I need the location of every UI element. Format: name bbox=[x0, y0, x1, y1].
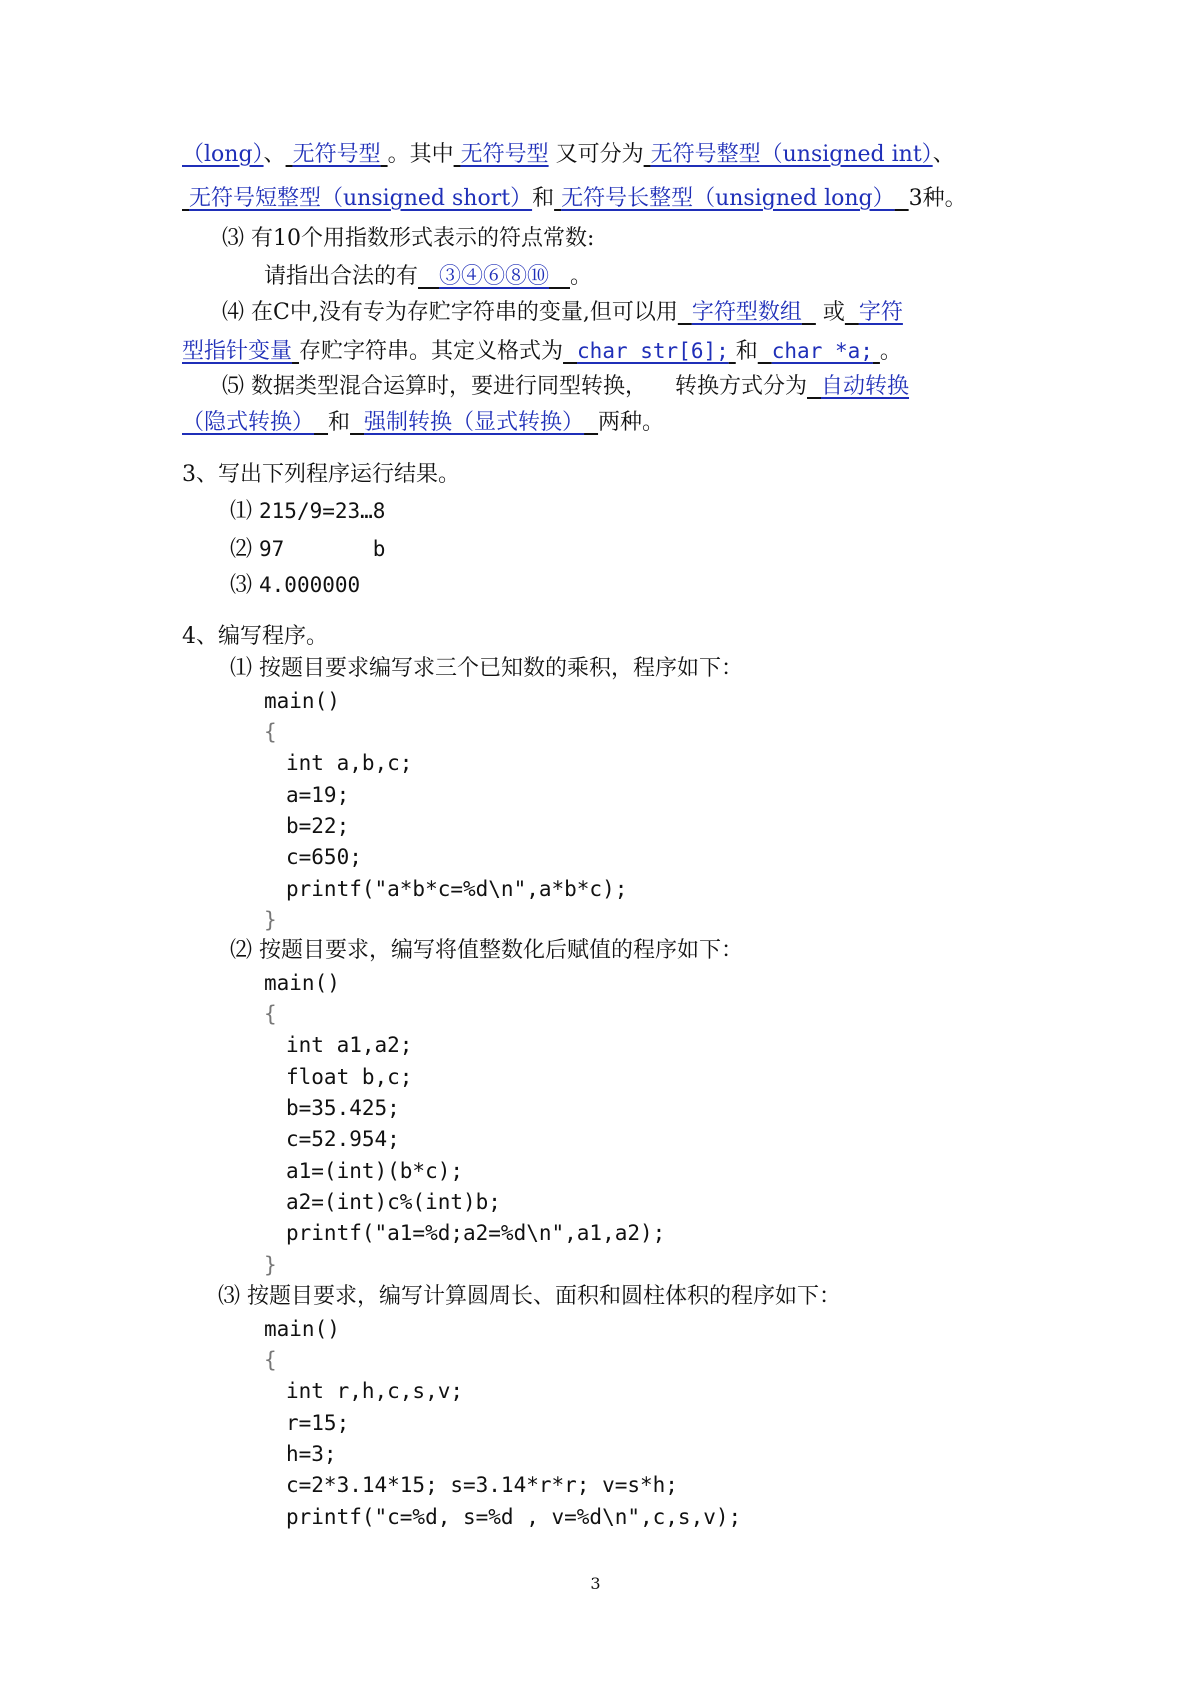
question-text: 数据类型混合运算时，要进行同型转换， 转换方式分为 bbox=[251, 374, 807, 399]
code-brace-open: { bbox=[264, 1002, 277, 1026]
question-3 bbox=[222, 224, 594, 254]
result-text: 97 b bbox=[259, 537, 386, 561]
answer-long: （long） bbox=[182, 142, 264, 167]
underline-gap bbox=[729, 339, 736, 364]
program-2-desc bbox=[230, 936, 743, 966]
question-number: ⑶ bbox=[222, 226, 245, 251]
item-number: ⑶ bbox=[230, 573, 253, 598]
result-text: 215/9=23…8 bbox=[259, 499, 386, 523]
answer-unsigned-type-2: 无符号型 bbox=[460, 142, 549, 167]
underline-gap bbox=[418, 264, 439, 289]
code-brace-open: { bbox=[264, 720, 277, 744]
answer-unsigned-int: 无符号整型（unsigned int） bbox=[650, 142, 933, 167]
underline-gap bbox=[644, 142, 651, 167]
program-3-desc bbox=[218, 1282, 841, 1312]
code-line: a2=(int)c%(int)b; bbox=[286, 1190, 501, 1214]
text: 和 bbox=[735, 339, 758, 364]
answer-char-array: 字符型数组 bbox=[691, 300, 802, 325]
result-1 bbox=[230, 496, 385, 526]
text: 。 bbox=[570, 264, 593, 289]
question-text: 有10个用指数形式表示的符点常数: bbox=[251, 226, 595, 251]
question-number: ⑷ bbox=[222, 300, 245, 325]
code-line: h=3; bbox=[286, 1442, 337, 1466]
answer-unsigned-long: 无符号长整型（unsigned long） bbox=[561, 186, 895, 211]
item-number: ⑶ bbox=[218, 1284, 241, 1309]
code-line: a=19; bbox=[286, 783, 350, 807]
underline-gap bbox=[563, 339, 577, 364]
code-line: b=35.425; bbox=[286, 1096, 400, 1120]
text: 和 bbox=[532, 186, 555, 211]
text: 、 bbox=[932, 142, 955, 167]
text: 。 bbox=[879, 339, 902, 364]
underline-gap bbox=[549, 264, 570, 289]
prompt: 请指出合法的有 bbox=[264, 264, 419, 289]
underline-gap bbox=[758, 339, 772, 364]
underline-gap bbox=[895, 186, 909, 211]
question-3-answer-line bbox=[264, 262, 592, 292]
answer-char-ptr-def: char *a; bbox=[771, 339, 873, 363]
code-line: r=15; bbox=[286, 1411, 350, 1435]
code-brace-close: } bbox=[264, 908, 277, 932]
text: 。其中 bbox=[387, 142, 454, 167]
code-line: printf("a*b*c=%d\n",a*b*c); bbox=[286, 877, 628, 901]
section-4-title: 4、编写程序。 bbox=[182, 624, 328, 649]
text: 两种。 bbox=[598, 410, 665, 435]
underline-gap bbox=[584, 410, 598, 435]
blank-line-1 bbox=[182, 140, 955, 170]
underline-gap bbox=[873, 339, 880, 364]
code-line: b=22; bbox=[286, 814, 350, 838]
underline-gap bbox=[807, 374, 821, 399]
item-number: ⑴ bbox=[230, 656, 253, 681]
code-line: int r,h,c,s,v; bbox=[286, 1379, 464, 1403]
code-line: a1=(int)(b*c); bbox=[286, 1159, 464, 1183]
code-line: printf("a1=%d;a2=%d\n",a1,a2); bbox=[286, 1221, 666, 1245]
underline-gap bbox=[845, 300, 859, 325]
item-number: ⑵ bbox=[230, 938, 253, 963]
underline-gap bbox=[678, 300, 692, 325]
question-5-line-2 bbox=[182, 408, 664, 438]
answer-implicit: （隐式转换） bbox=[182, 410, 315, 435]
program-description: 按题目要求编写求三个已知数的乘积，程序如下： bbox=[259, 656, 744, 681]
item-number: ⑴ bbox=[230, 499, 253, 524]
answer-legal-constants: ③④⑥⑧⑩ bbox=[439, 264, 550, 289]
code-line: main() bbox=[264, 971, 340, 995]
code-line: printf("c=%d, s=%d , v=%d\n",c,s,v); bbox=[286, 1505, 742, 1529]
code-line: c=650; bbox=[286, 845, 362, 869]
question-5 bbox=[222, 372, 909, 402]
answer-unsigned-type: 无符号型 bbox=[292, 142, 381, 167]
text: 存贮字符串。其定义格式为 bbox=[299, 339, 564, 364]
page-number: 3 bbox=[590, 1574, 601, 1593]
code-brace-open: { bbox=[264, 1348, 277, 1372]
answer-char-pointer: 字符 bbox=[858, 300, 903, 325]
code-line: int a,b,c; bbox=[286, 751, 413, 775]
code-line: float b,c; bbox=[286, 1065, 413, 1089]
code-line: c=2*3.14*15; s=3.14*r*r; v=s*h; bbox=[286, 1473, 678, 1497]
blank-line-2 bbox=[182, 184, 967, 214]
code-line: main() bbox=[264, 689, 340, 713]
answer-auto-conversion: 自动转换 bbox=[821, 374, 910, 399]
result-3 bbox=[230, 570, 360, 600]
answer-char-pointer-cont: 型指针变量 bbox=[182, 339, 293, 364]
question-text: 在C中,没有专为存贮字符串的变量,但可以用 bbox=[251, 300, 678, 325]
question-4 bbox=[222, 298, 903, 328]
underline-gap bbox=[314, 410, 328, 435]
text: 、 bbox=[263, 142, 286, 167]
code-line: main() bbox=[264, 1317, 340, 1341]
text: 又可分为 bbox=[555, 142, 644, 167]
program-1-desc bbox=[230, 654, 743, 684]
text: 3种。 bbox=[908, 186, 967, 211]
answer-char-str-def: char str[6]; bbox=[577, 339, 729, 363]
question-number: ⑸ bbox=[222, 374, 245, 399]
code-line: c=52.954; bbox=[286, 1127, 400, 1151]
text: 和 bbox=[328, 410, 351, 435]
answer-forced-conversion: 强制转换（显式转换） bbox=[364, 410, 585, 435]
result-text: 4.000000 bbox=[259, 573, 361, 597]
program-description: 按题目要求，编写将值整数化后赋值的程序如下： bbox=[259, 938, 744, 963]
code-brace-close: } bbox=[264, 1253, 277, 1277]
underline-gap bbox=[292, 339, 299, 364]
program-description: 按题目要求，编写计算圆周长、面积和圆柱体积的程序如下： bbox=[247, 1284, 842, 1309]
item-number: ⑵ bbox=[230, 537, 253, 562]
underline-gap bbox=[286, 142, 293, 167]
underline-gap bbox=[381, 142, 388, 167]
answer-unsigned-short: 无符号短整型（unsigned short） bbox=[189, 186, 533, 211]
underline-gap bbox=[454, 142, 461, 167]
section-3-title: 3、写出下列程序运行结果。 bbox=[182, 462, 460, 487]
code-line: int a1,a2; bbox=[286, 1033, 413, 1057]
text: 或 bbox=[822, 300, 845, 325]
underline-gap bbox=[802, 300, 816, 325]
underline-gap bbox=[182, 186, 189, 211]
underline-gap bbox=[350, 410, 364, 435]
question-4-line-2 bbox=[182, 336, 902, 366]
result-2 bbox=[230, 534, 385, 564]
